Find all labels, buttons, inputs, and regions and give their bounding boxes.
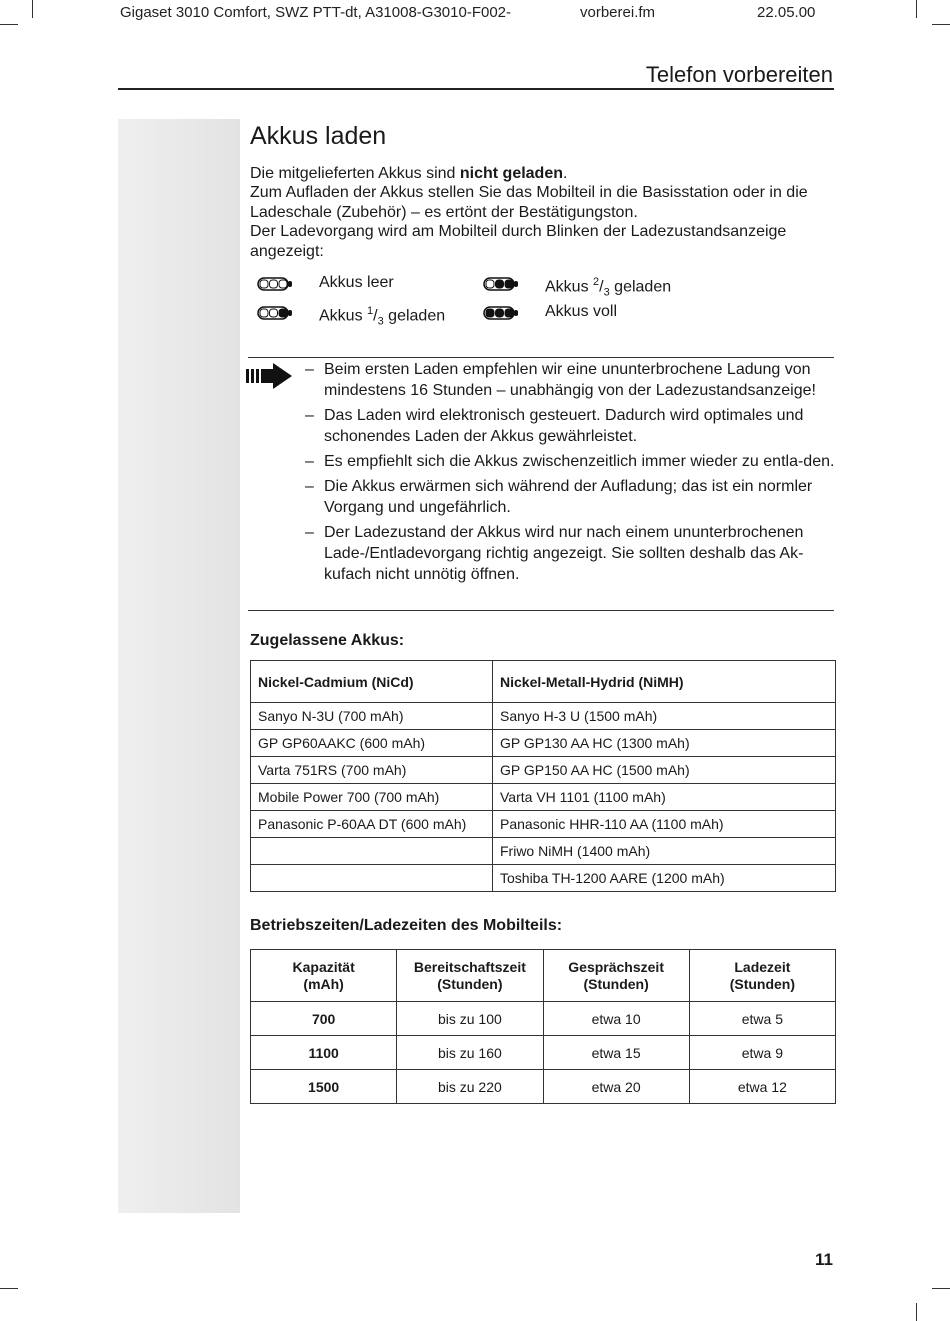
table-cell (251, 865, 493, 892)
note-item: – Beim ersten Laden empfehlen wir eine ununterbrochene Ladung von mindestens 16 Stunden – unabhängig von der Ladezustandsanzeige! (305, 359, 835, 401)
section-title: Telefon vorbereiten (645, 62, 833, 87)
table-cell: Panasonic P-60AA DT (600 mAh) (251, 811, 493, 838)
table-cell: Sanyo N-3U (700 mAh) (251, 703, 493, 730)
intro-line1-text: Die mitgelieferten Akkus sind (250, 165, 460, 182)
header-line: Kapazität (292, 958, 355, 975)
capacity-cell: 1100 (251, 1036, 397, 1070)
page-number: 11 (815, 1250, 833, 1269)
table-cell: Friwo NiMH (1400 mAh) (493, 838, 836, 865)
margin-column (118, 119, 240, 1213)
battery-third-label: Akkus $^1/_3$ geladen (319, 305, 446, 328)
table-cell: etwa 5 (689, 1002, 835, 1036)
table-header-cell: Nickel-Cadmium (NiCd) (251, 661, 493, 703)
battery-third-icon (257, 306, 293, 320)
header-line: Ladezeit (734, 958, 791, 975)
intro-text (250, 164, 840, 261)
intro-p2: Zum Aufladen der Akkus stellen Sie das Mobilteil in die Basisstation oder in die Ladeschale (Zubehör) – es ertönt der Bestätigungston. (250, 184, 808, 221)
header-unit: (Stunden) (583, 975, 649, 992)
table-cell: etwa 10 (543, 1002, 689, 1036)
table-cell: etwa 9 (689, 1036, 835, 1070)
intro-line1-end: . (563, 165, 568, 182)
table-header-cell (251, 950, 397, 1002)
table-cell: GP GP60AAKC (600 mAh) (251, 730, 493, 757)
table-cell: GP GP150 AA HC (1500 mAh) (493, 757, 836, 784)
crop-mark (32, 0, 33, 18)
crop-mark (916, 0, 917, 18)
runtimes-table-body (251, 1002, 836, 1104)
table-header-row (251, 661, 836, 703)
battery-empty-label: Akkus leer (319, 274, 394, 291)
intro-line1-bold: nicht geladen (459, 165, 563, 182)
table-cell: GP GP130 AA HC (1300 mAh) (493, 730, 836, 757)
table-cell: etwa 12 (689, 1070, 835, 1104)
file-name: vorberei.fm (580, 4, 656, 21)
table-row (251, 1070, 836, 1104)
table-cell (251, 838, 493, 865)
header-rule (118, 88, 834, 90)
capacity-cell: 700 (251, 1002, 397, 1036)
header-unit: (mAh) (303, 975, 344, 992)
note-rule-bottom (248, 610, 834, 611)
notes-list (305, 359, 835, 589)
table-row (251, 865, 836, 892)
battery-twothird-label: Akkus $^2/_3$ geladen (545, 276, 672, 299)
runtimes-table (250, 949, 836, 1104)
battery-twothird-den: 3 (603, 286, 610, 299)
table-header-cell (543, 950, 689, 1002)
crop-mark (0, 1288, 18, 1289)
table-row (251, 784, 836, 811)
hint-arrow-icon (246, 363, 294, 389)
table-header-cell (397, 950, 543, 1002)
battery-empty-icon (257, 277, 293, 291)
note-item: – Das Laden wird elektronisch gesteuert. Dadurch wird optimales und schonendes Laden der Akkus gewährleistet. (305, 405, 835, 447)
note-item: – Die Akkus erwärmen sich während der Aufladung; das ist ein normler Vorgang und ungefährlich. (305, 476, 835, 518)
table-row (251, 811, 836, 838)
capacity-cell: 1500 (251, 1070, 397, 1104)
table-cell: etwa 20 (543, 1070, 689, 1104)
approved-table (250, 660, 836, 892)
crop-mark (932, 24, 950, 25)
table-cell: Varta 751RS (700 mAh) (251, 757, 493, 784)
crop-mark (0, 24, 18, 25)
page-heading: Akkus laden (250, 122, 387, 150)
table-cell: Varta VH 1101 (1100 mAh) (493, 784, 836, 811)
approved-title: Zugelassene Akkus: (250, 632, 405, 649)
battery-full-label: Akkus voll (545, 303, 618, 320)
table-row (251, 703, 836, 730)
intro-p3: Der Ladevorgang wird am Mobilteil durch Blinken der Ladezustandsanzeige angezeigt: (250, 223, 787, 260)
table-row (251, 1002, 836, 1036)
table-header-cell (689, 950, 835, 1002)
battery-twothird-icon (483, 277, 519, 291)
note-item: – Es empfiehlt sich die Akkus zwischenzeitlich immer wieder zu entla-den. (305, 451, 835, 472)
battery-twothird-num: 2 (593, 276, 600, 288)
intro-line1 (250, 164, 840, 183)
battery-third-num: 1 (367, 305, 374, 317)
note-item: – Der Ladezustand der Akkus wird nur nach einem ununterbrochenen Lade-/Entladevorgang richtig angezeigt. Sie sollten deshalb das Ak-kufach nicht unnötig öffnen. (305, 522, 835, 585)
crop-mark (916, 1303, 917, 1321)
date: 22.05.00 (757, 4, 816, 21)
table-cell: bis zu 220 (397, 1070, 543, 1104)
table-row (251, 757, 836, 784)
header-line: Gesprächszeit (568, 958, 664, 975)
table-cell: Panasonic HHR-110 AA (1100 mAh) (493, 811, 836, 838)
table-cell: Sanyo H-3 U (1500 mAh) (493, 703, 836, 730)
table-cell: Mobile Power 700 (700 mAh) (251, 784, 493, 811)
header-unit: (Stunden) (729, 975, 796, 992)
battery-twothird-pre: Akkus (545, 278, 594, 296)
approved-table-body (251, 703, 836, 892)
header-line: Bereitschaftszeit (413, 958, 526, 975)
battery-third-post: geladen (383, 307, 446, 325)
table-cell: bis zu 100 (397, 1002, 543, 1036)
crop-mark (932, 1288, 950, 1289)
table-header-cell: Nickel-Metall-Hydrid (NiMH) (493, 661, 836, 703)
table-cell: etwa 15 (543, 1036, 689, 1070)
table-row (251, 838, 836, 865)
table-cell: bis zu 160 (397, 1036, 543, 1070)
file-info: Gigaset 3010 Comfort, SWZ PTT-dt, A31008-G3010-F002- (120, 4, 512, 21)
battery-twothird-post: geladen (609, 278, 672, 296)
battery-third-den: 3 (377, 315, 384, 328)
table-row (251, 1036, 836, 1070)
battery-full-icon (483, 306, 519, 320)
table-header-row (251, 950, 836, 1002)
table-cell: Toshiba TH-1200 AARE (1200 mAh) (493, 865, 836, 892)
table-row (251, 730, 836, 757)
battery-third-pre: Akkus (319, 307, 368, 325)
runtimes-title: Betriebszeiten/Ladezeiten des Mobilteils: (250, 917, 563, 934)
header-unit: (Stunden) (437, 975, 503, 992)
note-rule-top (248, 357, 834, 358)
